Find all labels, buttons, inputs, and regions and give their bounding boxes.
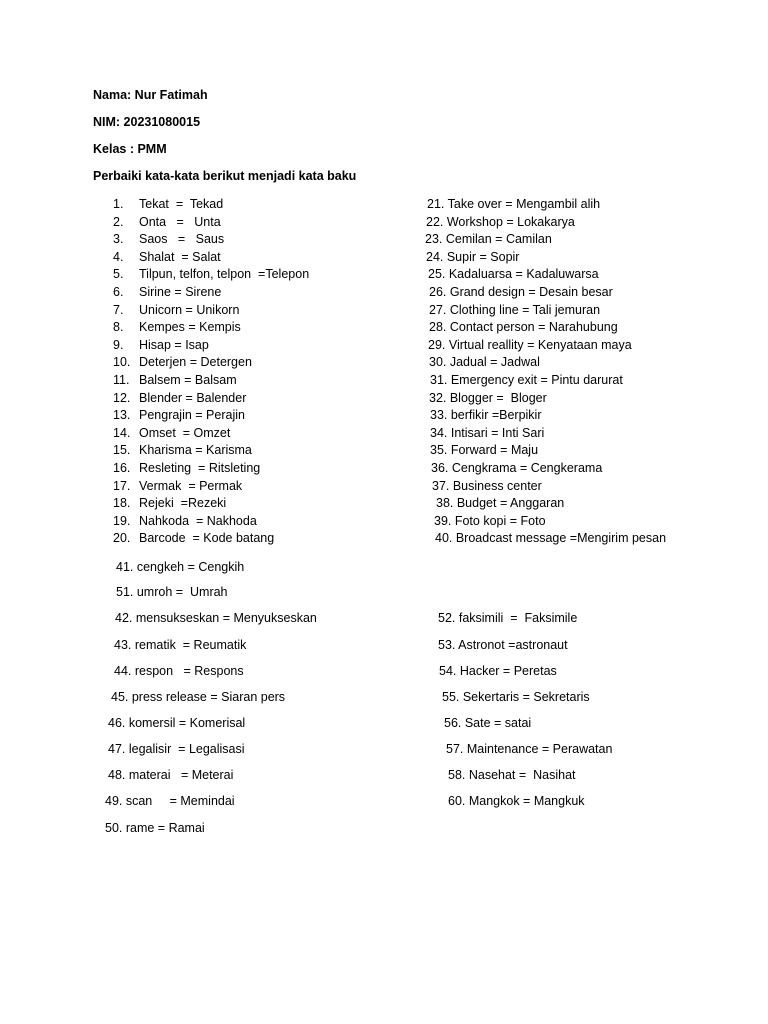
- list-item: [113, 407, 245, 425]
- list-item: 33. berfikir =Berpikir: [430, 408, 542, 423]
- list-item-number: 10.: [113, 355, 131, 370]
- list-item: 49. scan = Memindai: [105, 794, 235, 808]
- list-item: 45. press release = Siaran pers: [111, 690, 286, 704]
- list-item: 34. Intisari = Inti Sari: [430, 425, 545, 440]
- list-item: [113, 513, 257, 531]
- list-item: 21. Take over = Mengambil alih: [427, 197, 601, 211]
- list-item: 24. Supir = Sopir: [426, 249, 520, 264]
- list-item-text: Saos = Saus: [139, 232, 225, 247]
- list-item-number: 1.: [113, 197, 124, 211]
- list-item: 54. Hacker = Peretas: [439, 664, 557, 678]
- instruction-heading: Perbaiki kata-kata berikut menjadi kata baku: [93, 169, 357, 183]
- list-item: [113, 478, 242, 496]
- list-item: [113, 460, 260, 478]
- list-item: [113, 266, 309, 284]
- list-item: 58. Nasehat = Nasihat: [448, 768, 576, 782]
- list-item: 41. cengkeh = Cengkih: [116, 560, 245, 574]
- list-item: 26. Grand design = Desain besar: [429, 285, 613, 299]
- list-item: [113, 354, 252, 372]
- list-item-number: 2.: [113, 214, 124, 229]
- list-item: 23. Cemilan = Camilan: [425, 232, 552, 247]
- list-item: 30. Jadual = Jadwal: [429, 355, 540, 370]
- list-item-number: 13.: [113, 408, 131, 423]
- list-item: 47. legalisir = Legalisasi: [108, 742, 245, 756]
- list-item-text: Vermak = Permak: [139, 478, 243, 493]
- nim-heading: NIM: 20231080015: [93, 115, 201, 129]
- list-item-text: Onta = Unta: [139, 214, 221, 229]
- list-item-text: Kempes = Kempis: [139, 320, 241, 335]
- list-item: 48. materai = Meterai: [108, 768, 234, 782]
- list-item-number: 4.: [113, 249, 124, 264]
- list-item-number: 11.: [113, 373, 130, 387]
- list-item-text: Tilpun, telfon, telpon =Telepon: [139, 267, 310, 282]
- list-item-number: 18.: [113, 496, 131, 511]
- list-item: 57. Maintenance = Perawatan: [446, 742, 613, 756]
- list-item: 50. rame = Ramai: [105, 821, 205, 835]
- list-item: [113, 495, 226, 513]
- list-item-text: Deterjen = Detergen: [139, 355, 252, 370]
- list-item: [113, 302, 239, 320]
- list-item: 35. Forward = Maju: [430, 443, 539, 458]
- list-item-number: 19.: [113, 513, 131, 528]
- list-item-text: Barcode = Kode batang: [139, 531, 275, 546]
- list-item: [113, 231, 224, 249]
- list-item: [113, 442, 252, 460]
- list-item: 32. Blogger = Bloger: [429, 390, 547, 405]
- list-item: [113, 372, 237, 390]
- list-item: 46. komersil = Komerisal: [108, 716, 246, 730]
- list-item-number: 16.: [113, 461, 131, 475]
- list-item: 28. Contact person = Narahubung: [429, 320, 618, 335]
- list-item-text: Rejeki =Rezeki: [139, 496, 227, 511]
- list-item: [113, 249, 221, 267]
- list-item: [113, 530, 274, 548]
- list-item: 39. Foto kopi = Foto: [434, 513, 546, 528]
- list-item-text: Sirine = Sirene: [139, 285, 222, 299]
- list-item-number: 8.: [113, 320, 124, 335]
- list-item-text: Shalat = Salat: [139, 249, 221, 264]
- list-item-number: 6.: [113, 285, 124, 299]
- name-heading: Nama: Nur Fatimah: [93, 88, 208, 102]
- list-item: 42. mensukseskan = Menyukseskan: [115, 611, 317, 625]
- list-item-text: Tekat = Tekad: [139, 197, 224, 211]
- list-item-number: 12.: [113, 390, 131, 405]
- list-item: 38. Budget = Anggaran: [436, 496, 565, 511]
- list-item: [113, 390, 246, 408]
- list-item: 37. Business center: [432, 478, 542, 493]
- list-item: 55. Sekertaris = Sekretaris: [442, 690, 590, 704]
- list-item-text: Resleting = Ritsleting: [139, 461, 261, 475]
- list-item-text: Pengrajin = Perajin: [139, 408, 245, 423]
- list-item: [113, 284, 221, 302]
- list-item-text: Balsem = Balsam: [139, 373, 237, 387]
- list-item-number: 7.: [113, 302, 124, 317]
- list-item-number: 15.: [113, 443, 131, 458]
- class-heading: Kelas : PMM: [93, 142, 167, 156]
- list-item: 29. Virtual reallity = Kenyataan maya: [428, 337, 632, 352]
- list-item-number: 3.: [113, 232, 124, 247]
- list-item: 56. Sate = satai: [444, 716, 532, 730]
- list-item-number: 5.: [113, 267, 124, 282]
- list-item: 43. rematik = Reumatik: [114, 638, 247, 652]
- list-item: 27. Clothing line = Tali jemuran: [429, 302, 601, 317]
- list-item-text: Unicorn = Unikorn: [139, 302, 240, 317]
- list-item-number: 14.: [113, 425, 131, 440]
- list-item-text: Blender = Balender: [139, 390, 247, 405]
- list-item: [113, 196, 223, 214]
- list-item-text: Kharisma = Karisma: [139, 443, 252, 458]
- list-item: 44. respon = Respons: [114, 664, 244, 678]
- list-item: 53. Astronot =astronaut: [438, 638, 568, 652]
- list-item-number: 20.: [113, 531, 131, 546]
- list-item: 52. faksimili = Faksimile: [438, 611, 578, 625]
- list-item: [113, 337, 209, 355]
- list-item: 36. Cengkrama = Cengkerama: [431, 461, 603, 475]
- list-item: 31. Emergency exit = Pintu darurat: [430, 373, 623, 387]
- list-item: 40. Broadcast message =Mengirim pesan: [435, 531, 667, 546]
- list-item: 25. Kadaluarsa = Kadaluwarsa: [428, 267, 599, 282]
- list-item: [113, 214, 221, 232]
- list-item: 22. Workshop = Lokakarya: [426, 214, 575, 229]
- list-item-number: 9.: [113, 337, 124, 352]
- list-item: [113, 319, 241, 337]
- list-item: 60. Mangkok = Mangkuk: [448, 794, 585, 808]
- list-item-text: Hisap = Isap: [139, 337, 209, 352]
- list-item: 51. umroh = Umrah: [116, 585, 228, 599]
- list-item: [113, 425, 230, 443]
- list-item-text: Omset = Omzet: [139, 425, 231, 440]
- list-item-text: Nahkoda = Nakhoda: [139, 513, 257, 528]
- list-item-number: 17.: [113, 478, 131, 493]
